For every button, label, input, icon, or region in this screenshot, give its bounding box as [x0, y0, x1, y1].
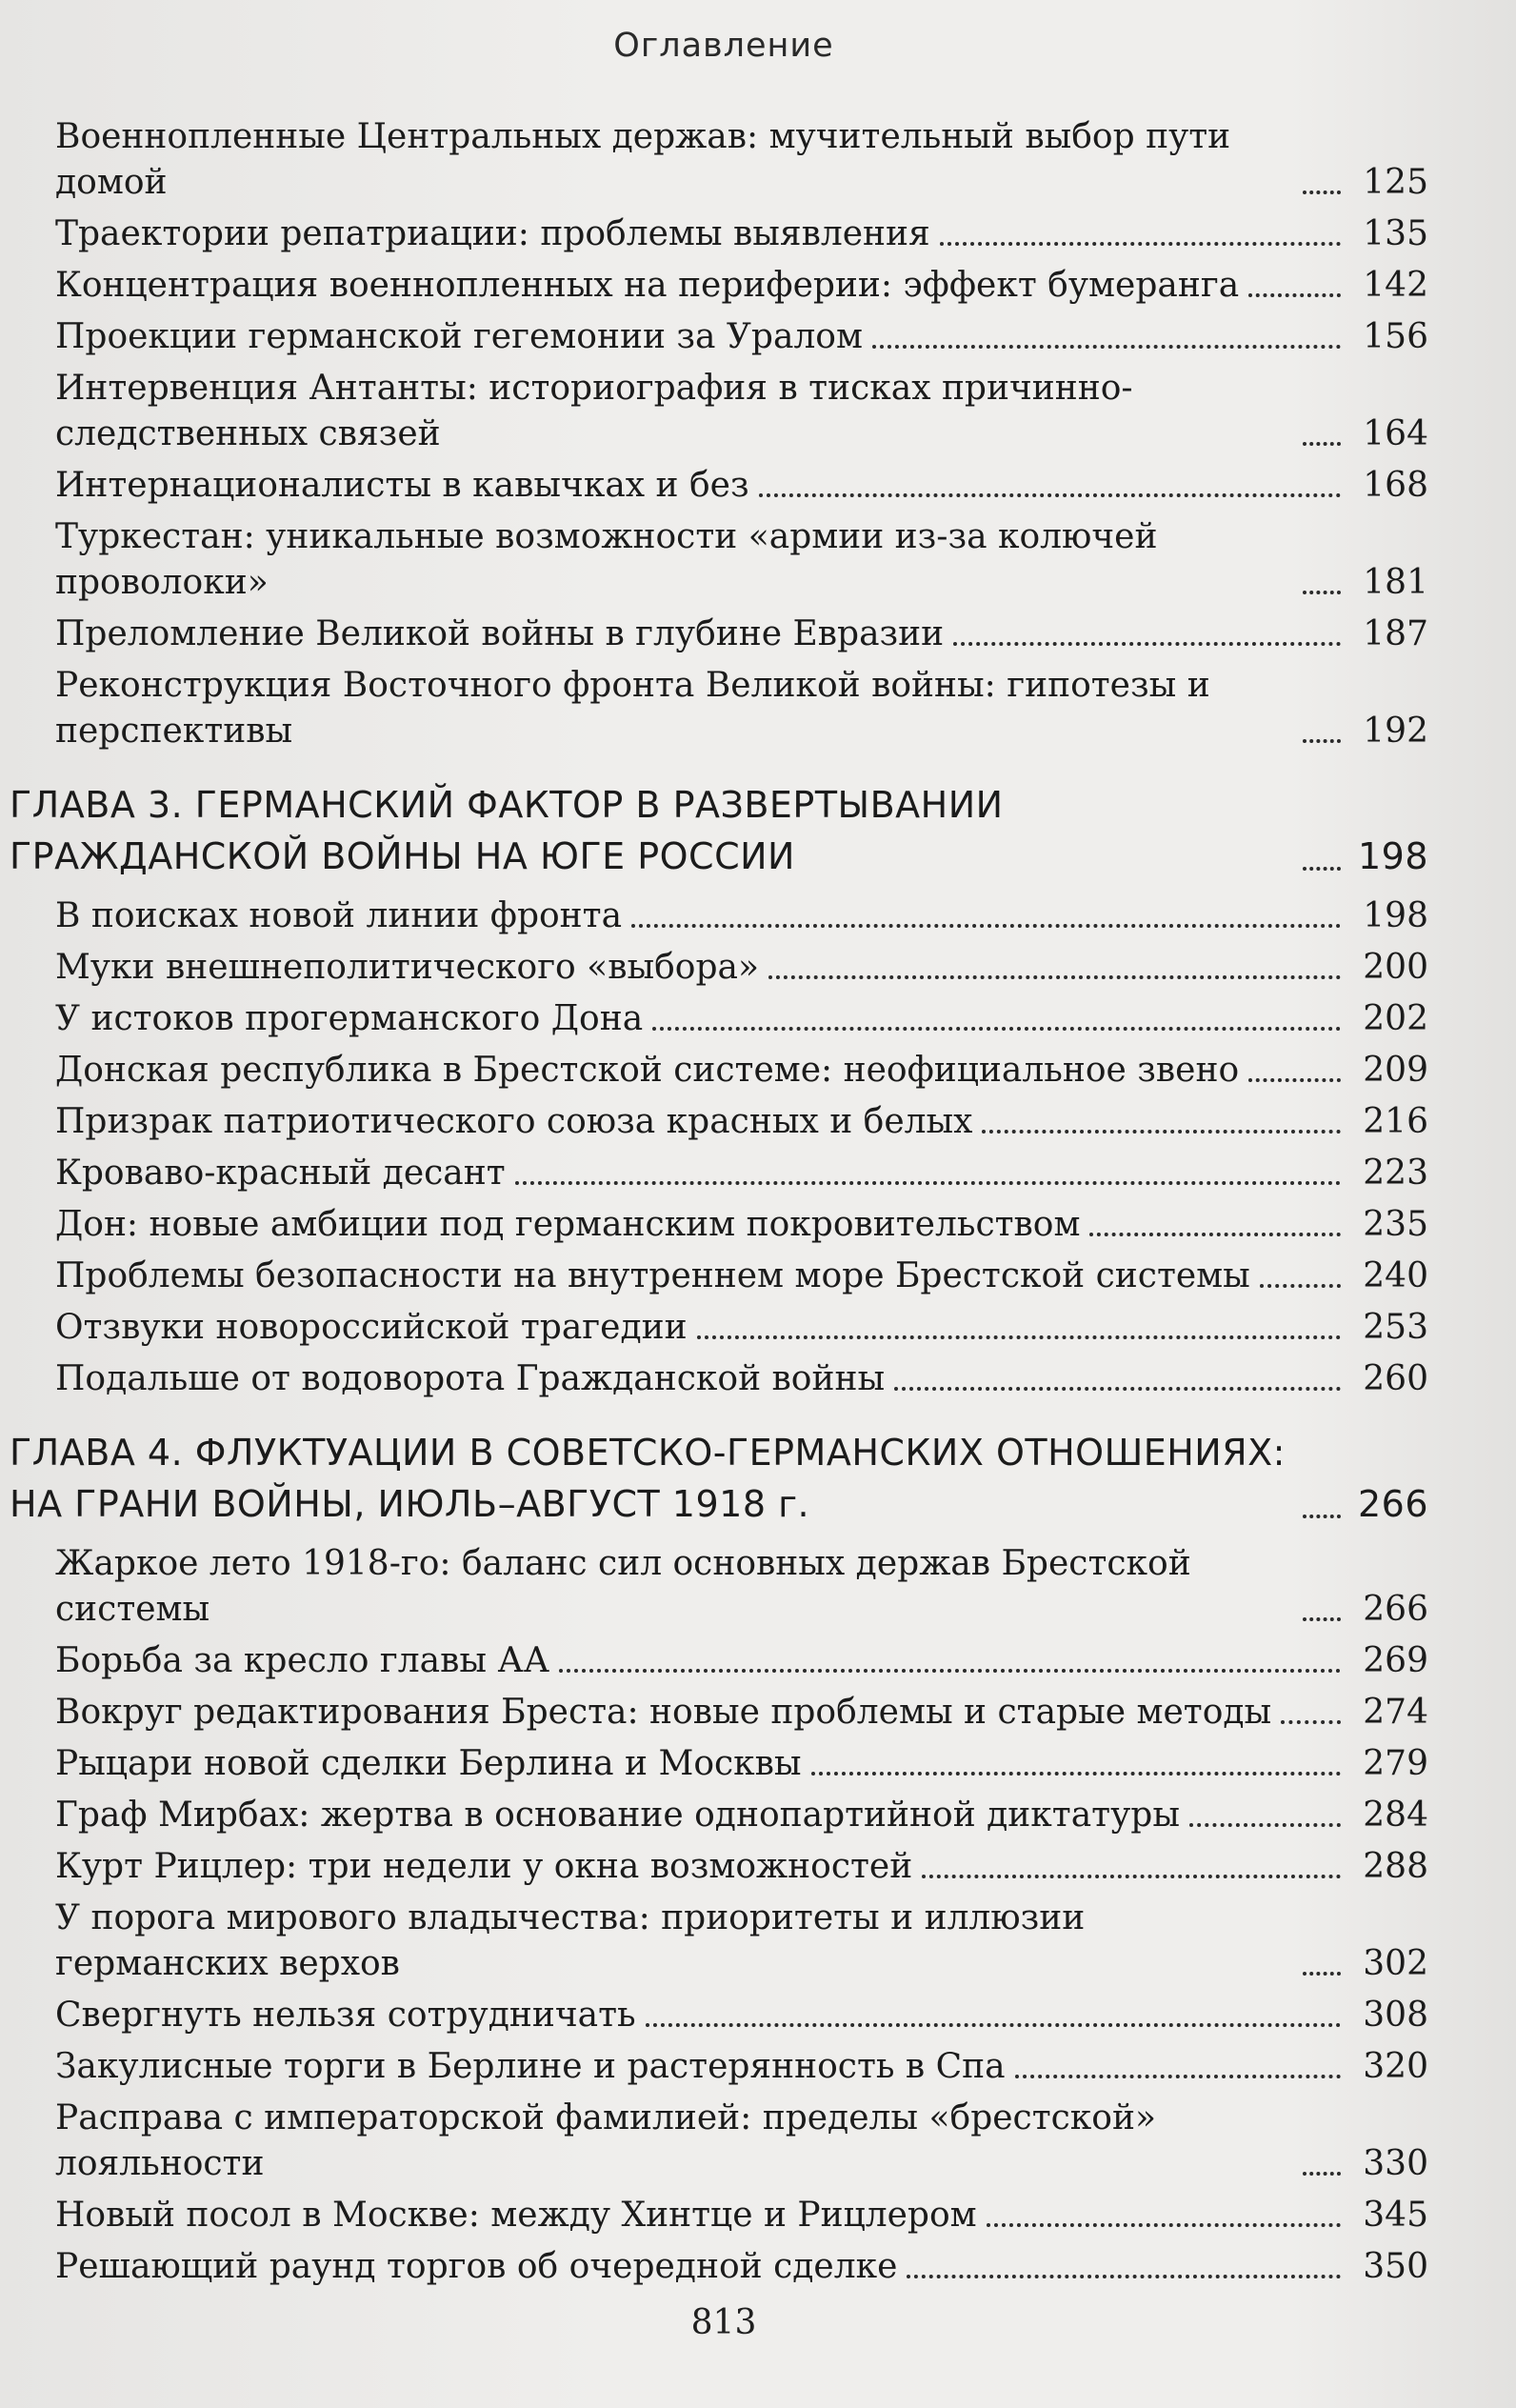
dot-leader	[1303, 2172, 1341, 2176]
running-head: Оглавление	[613, 27, 834, 65]
toc-entry[interactable]	[55, 314, 1428, 360]
entry-title: Военнопленные Центральных держав: мучительный выбор пути домой	[55, 117, 1231, 202]
entry-title: Закулисные торги в Берлине и растерянность в Спа	[55, 2047, 1006, 2086]
dot-leader	[1303, 1515, 1341, 1518]
dot-leader	[697, 1335, 1341, 1339]
entry-title: Решающий раунд торгов об очередной сделке	[55, 2247, 898, 2286]
entry-title: Призрак патриотического союза красных и белых	[55, 1102, 973, 1141]
dot-leader	[768, 975, 1341, 979]
chapter-title: ГЛАВА 4. ФЛУКТУАЦИИ В СОВЕТСКО-ГЕРМАНСКИХ ОТНОШЕНИЯХ: НА ГРАНИ ВОЙНЫ, ИЮЛЬ–АВГУСТ 1918 г.	[10, 1432, 1286, 1525]
entry-page: 288	[1363, 1847, 1428, 1886]
entry-title: Интервенция Антанты: историография в тисках причинно-следственных связей	[55, 369, 1133, 453]
entry-page: 142	[1363, 266, 1428, 305]
chapter-4-heading	[0, 1427, 1428, 1530]
page-number: 813	[690, 2303, 757, 2342]
entry-page: 156	[1363, 317, 1428, 356]
entry-page: 253	[1363, 1308, 1428, 1347]
entry-page: 202	[1363, 999, 1428, 1038]
dot-leader	[922, 1875, 1341, 1878]
entry-title: Преломление Великой войны в глубине Евразии	[55, 614, 945, 653]
entry-page: 284	[1363, 1796, 1428, 1835]
entry-title: Туркестан: уникальные возможности «армии из-за колючей проволоки»	[55, 517, 1158, 602]
toc-entry[interactable]	[55, 1099, 1428, 1145]
toc-entry[interactable]	[55, 893, 1428, 939]
toc-entry[interactable]	[55, 1638, 1428, 1684]
chapter-page: 198	[1357, 835, 1428, 877]
toc-entry[interactable]	[55, 2193, 1428, 2238]
dot-leader	[1189, 1823, 1341, 1827]
entry-page: 240	[1363, 1256, 1428, 1295]
toc-entry[interactable]	[55, 2244, 1428, 2290]
entry-page: 125	[1363, 163, 1428, 202]
entry-title: Концентрация военнопленных на периферии: эффект бумеранга	[55, 266, 1240, 305]
entry-page: 209	[1363, 1051, 1428, 1090]
entry-page: 345	[1363, 2196, 1428, 2235]
chapter-page: 266	[1357, 1483, 1428, 1525]
entry-title: Граф Мирбах: жертва в основание однопартийной диктатуры	[55, 1796, 1180, 1835]
dot-leader	[759, 493, 1341, 497]
dot-leader	[1248, 1078, 1341, 1082]
entry-title: Интернационалисты в кавычках и без	[55, 466, 749, 505]
entry-page: 269	[1363, 1641, 1428, 1680]
entry-title: Траектории репатриации: проблемы выявления	[55, 214, 930, 253]
toc-group-chapter-2-end	[0, 114, 1428, 754]
toc-entry[interactable]	[55, 1202, 1428, 1248]
entry-page: 200	[1363, 948, 1428, 987]
toc-entry[interactable]	[55, 463, 1428, 509]
dot-leader	[940, 242, 1341, 246]
entry-title: Свергнуть нельзя сотрудничать	[55, 1996, 636, 2035]
entry-page: 223	[1363, 1154, 1428, 1193]
entry-title: Жаркое лето 1918-го: баланс сил основных держав Брестской системы	[55, 1544, 1191, 1629]
toc-chapter-entry[interactable]	[10, 1427, 1428, 1530]
dot-leader	[1303, 591, 1341, 594]
toc-entry[interactable]	[55, 1356, 1428, 1402]
dot-leader	[872, 345, 1341, 349]
entry-page: 192	[1363, 712, 1428, 751]
dot-leader	[1015, 2075, 1341, 2078]
toc-entry[interactable]	[55, 1541, 1428, 1633]
toc-entry[interactable]	[55, 1690, 1428, 1736]
toc-entry[interactable]	[55, 1993, 1428, 2038]
toc-chapter-entry[interactable]	[10, 779, 1428, 882]
entry-page: 260	[1363, 1359, 1428, 1398]
dot-leader	[1260, 1284, 1341, 1288]
entry-title: У порога мирового владычества: приоритеты и иллюзии германских верхов	[55, 1898, 1086, 1983]
entry-page: 164	[1363, 414, 1428, 453]
toc-entry[interactable]	[55, 366, 1428, 457]
dot-leader	[1303, 191, 1341, 194]
dot-leader	[1248, 293, 1341, 297]
toc-entry[interactable]	[55, 1305, 1428, 1351]
entry-page: 168	[1363, 466, 1428, 505]
toc-entry[interactable]	[55, 612, 1428, 657]
entry-title: Донская республика в Брестской системе: неофициальное звено	[55, 1051, 1240, 1090]
toc-entry[interactable]	[55, 514, 1428, 606]
entry-title: Проекции германской гегемонии за Уралом	[55, 317, 863, 356]
entry-page: 235	[1363, 1205, 1428, 1244]
toc-entry[interactable]	[55, 1254, 1428, 1299]
dot-leader	[1303, 867, 1341, 871]
dot-leader	[646, 2023, 1341, 2027]
toc-entry[interactable]	[55, 1151, 1428, 1196]
entry-page: 308	[1363, 1996, 1428, 2035]
entry-page: 181	[1363, 563, 1428, 602]
dot-leader	[1303, 1972, 1341, 1976]
toc-entry[interactable]	[55, 211, 1428, 257]
toc-entry[interactable]	[55, 2044, 1428, 2090]
entry-title: Курт Рицлер: три недели у окна возможностей	[55, 1847, 913, 1886]
entry-page: 350	[1363, 2247, 1428, 2286]
entry-title: Новый посол в Москве: между Хинтце и Рицлером	[55, 2196, 977, 2235]
toc-entry[interactable]	[55, 114, 1428, 206]
entry-title: Отзвуки новороссийской трагедии	[55, 1308, 688, 1347]
entry-page: 187	[1363, 614, 1428, 653]
dot-leader	[907, 2275, 1341, 2278]
entry-page: 302	[1363, 1944, 1428, 1983]
entry-page: 320	[1363, 2047, 1428, 2086]
entry-page: 266	[1363, 1590, 1428, 1629]
entry-title: Рыцари новой сделки Берлина и Москвы	[55, 1744, 802, 1783]
entry-title: Подальше от водоворота Гражданской войны	[55, 1359, 886, 1398]
entry-title: В поисках новой линии фронта	[55, 896, 623, 935]
toc-group-chapter-3	[0, 893, 1428, 1402]
entry-title: Кроваво-красный десант	[55, 1154, 506, 1193]
entry-title: Расправа с императорской фамилией: пределы «брестской» лояльности	[55, 2098, 1156, 2183]
toc-entry[interactable]	[55, 1896, 1428, 1987]
dot-leader	[652, 1027, 1341, 1031]
entry-page: 330	[1363, 2144, 1428, 2183]
entry-title: У истоков прогерманского Дона	[55, 999, 644, 1038]
toc-entry[interactable]	[55, 1048, 1428, 1094]
dot-leader	[811, 1772, 1341, 1776]
entry-title: Вокруг редактирования Бреста: новые проблемы и старые методы	[55, 1693, 1272, 1732]
dot-leader	[631, 924, 1341, 928]
toc-entry[interactable]	[55, 1844, 1428, 1890]
entry-title: Муки внешнеполитического «выбора»	[55, 948, 760, 987]
table-of-contents	[0, 114, 1428, 2296]
dot-leader	[953, 642, 1341, 646]
toc-entry[interactable]	[55, 996, 1428, 1042]
entry-page: 135	[1363, 214, 1428, 253]
entry-title: Реконструкция Восточного фронта Великой войны: гипотезы и перспективы	[55, 666, 1210, 751]
entry-title: Дон: новые амбиции под германским покровительством	[55, 1205, 1081, 1244]
dot-leader	[559, 1669, 1341, 1673]
dot-leader	[1281, 1720, 1341, 1724]
toc-entry[interactable]	[55, 1793, 1428, 1838]
toc-entry[interactable]	[55, 663, 1428, 754]
entry-page: 216	[1363, 1102, 1428, 1141]
entry-page: 274	[1363, 1693, 1428, 1732]
toc-group-chapter-4	[0, 1541, 1428, 2290]
dot-leader	[982, 1130, 1341, 1134]
dot-leader	[1303, 1617, 1341, 1621]
toc-entry[interactable]	[55, 1741, 1428, 1787]
entry-page: 279	[1363, 1744, 1428, 1783]
chapter-title: ГЛАВА 3. ГЕРМАНСКИЙ ФАКТОР В РАЗВЕРТЫВАНИИ ГРАЖДАНСКОЙ ВОЙНЫ НА ЮГЕ РОССИИ	[10, 784, 1004, 877]
dot-leader	[515, 1181, 1341, 1185]
dot-leader	[1089, 1233, 1341, 1236]
entry-title: Борьба за кресло главы АА	[55, 1641, 549, 1680]
toc-entry[interactable]	[55, 263, 1428, 309]
toc-entry[interactable]	[55, 945, 1428, 991]
dot-leader	[1303, 442, 1341, 446]
toc-entry[interactable]	[55, 2096, 1428, 2187]
chapter-3-heading	[0, 779, 1428, 882]
dot-leader	[1303, 739, 1341, 743]
entry-page: 198	[1363, 896, 1428, 935]
entry-title: Проблемы безопасности на внутреннем море Брестской системы	[55, 1256, 1250, 1295]
dot-leader	[894, 1387, 1341, 1391]
dot-leader	[987, 2223, 1341, 2227]
